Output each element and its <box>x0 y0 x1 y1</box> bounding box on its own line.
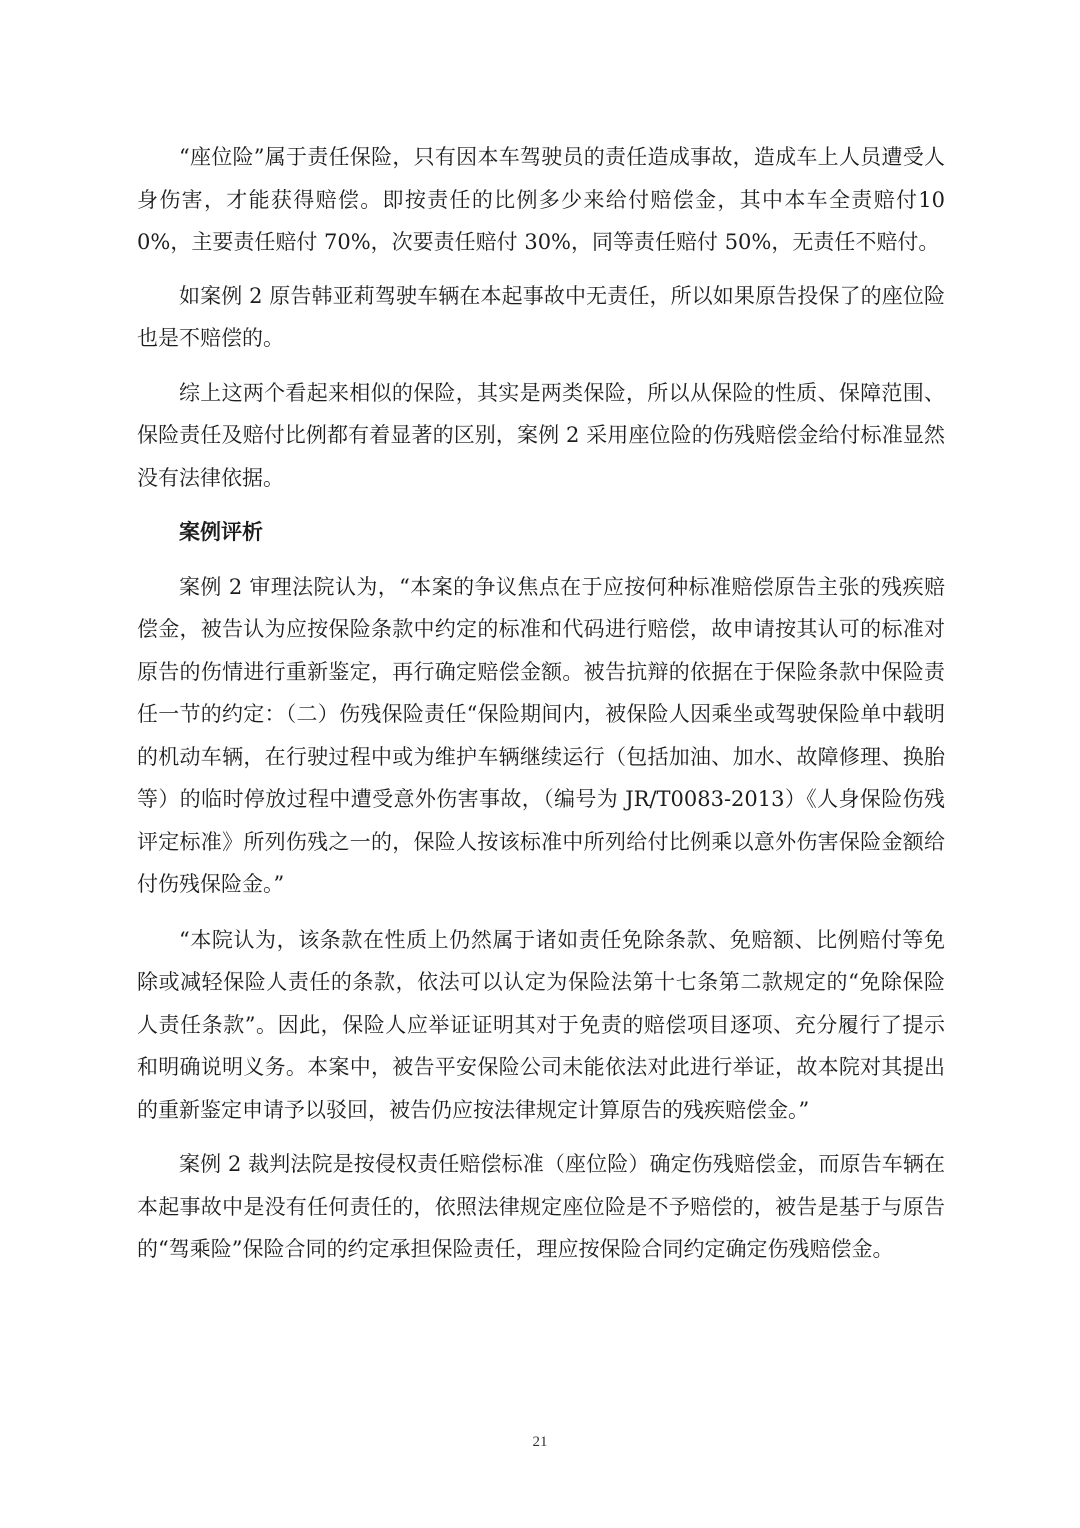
paragraph-summary-comparison: 综上这两个看起来相似的保险，其实是两类保险，所以从保险的性质、保障范围、保险责任及赔付比例都有着显著的区别，案例 2 采用座位险的伤残赔偿金给付标准显然没有法律依据。 <box>137 380 945 490</box>
paragraph-case-analysis-conclusion: 案例 2 裁判法院是按侵权责任赔偿标准（座位险）确定伤残赔偿金，而原告车辆在本起事故中是没有任何责任的，依照法律规定座位险是不予赔偿的，被告是基于与原告的“驾乘险”保险合同的约定承担保险责任，理应按保险合同约定确定伤残赔偿金。 <box>137 1152 945 1261</box>
document-body <box>137 136 945 1271</box>
paragraph-case-2-no-liability: 如案例 2 原告韩亚莉驾驶车辆在本起事故中无责任，所以如果原告投保了的座位险也是不赔偿的。 <box>137 283 945 350</box>
paragraph-court-opinion-exemption-clause: “本院认为，该条款在性质上仍然属于诸如责任免除条款、免赔额、比例赔付等免除或减轻保险人责任的条款，依法可以认定为保险法第十七条第二款规定的“免除保险人责任条款”。因此，保险人应举证证明其对于免责的赔偿项目逐项、充分履行了提示和明确说明义务。本案中，被告平安保险公司未能依法对此进行举证，故本院对其提出的重新鉴定申请予以驳回，被告仍应按法律规定计算原告的残疾赔偿金。” <box>137 927 945 1122</box>
page-number: 21 <box>532 1434 548 1450</box>
paragraph-seat-insurance-definition: “座位险”属于责任保险，只有因本车驾驶员的责任造成事故，造成车上人员遭受人身伤害，才能获得赔偿。即按责任的比例多少来给付赔偿金，其中本车全责赔付100%，主要责任赔付 70%，次要责任赔付 30%，同等责任赔付 50%，无责任不赔付。 <box>137 145 945 254</box>
section-heading-case-analysis: 案例评析 <box>179 519 263 544</box>
paragraph-court-opinion-dispute: 案例 2 审理法院认为，“本案的争议焦点在于应按何种标准赔偿原告主张的残疾赔偿金，被告认为应按保险条款中约定的标准和代码进行赔偿，故申请按其认可的标准对原告的伤情进行重新鉴定，再行确定赔偿金额。被告抗辩的依据在于保险条款中保险责任一节的约定：（二）伤残保险责任“保险期间内，被保险人因乘坐或驾驶保险单中载明的机动车辆，在行驶过程中或为维护车辆继续运行（包括加油、加水、故障修理、换胎等）的临时停放过程中遭受意外伤害事故，（编号为 JR/T0083-2013）《人身保险伤残评定标准》所列伤残之一的，保险人按该标准中所列给付比例乘以意外伤害保险金额给付伤残保险金。” <box>137 574 945 896</box>
